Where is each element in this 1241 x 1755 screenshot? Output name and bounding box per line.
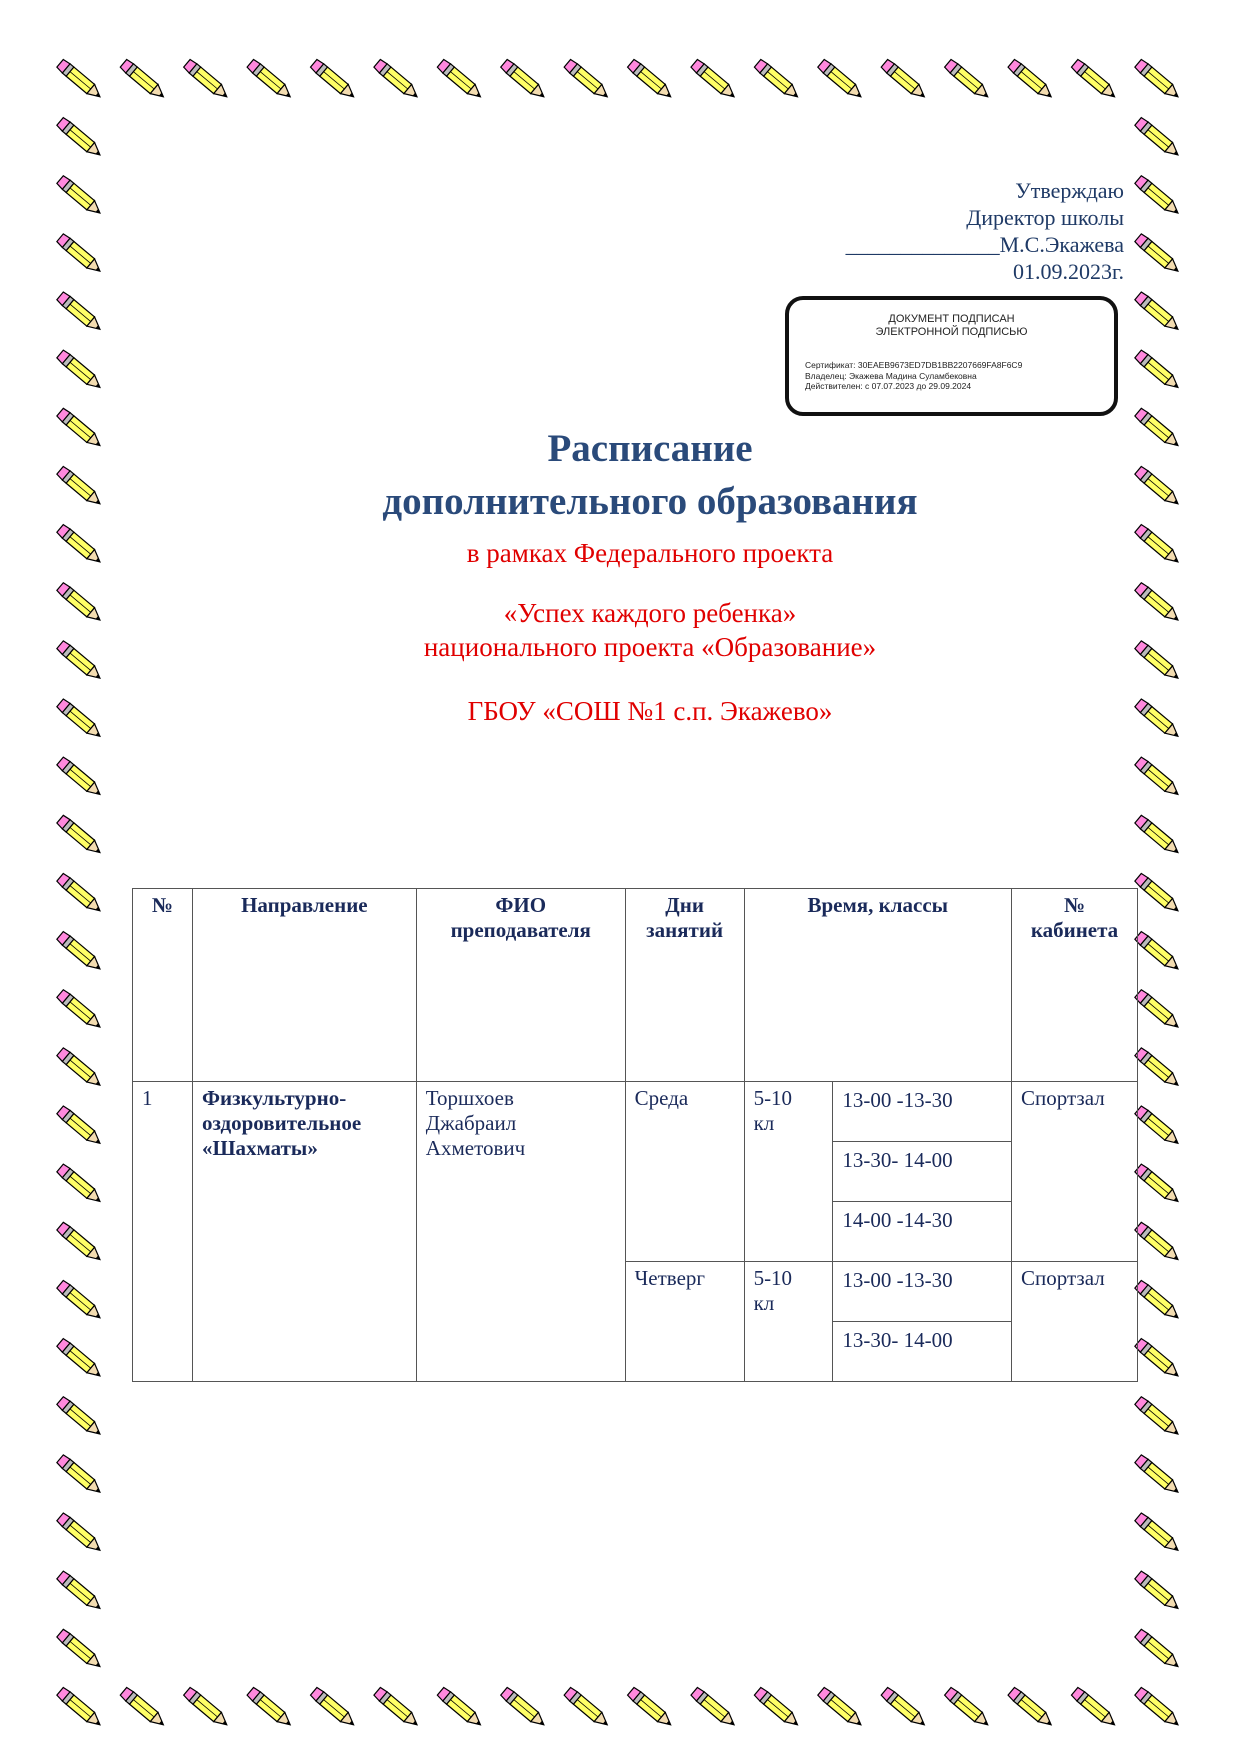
- pencil-icon: [56, 815, 104, 858]
- pencil-icon: [1134, 1687, 1182, 1730]
- pencil-icon: [1134, 59, 1182, 102]
- pencil-icon: [1134, 175, 1182, 218]
- pencil-icon: [944, 1687, 992, 1730]
- cell-direction: Физкультурно- оздоровительное «Шахматы»: [192, 1082, 416, 1382]
- pencil-icon: [56, 1105, 104, 1148]
- pencil-icon: [56, 989, 104, 1032]
- pencil-icon: [1134, 349, 1182, 392]
- pencil-icon: [437, 1687, 485, 1730]
- pencil-icon: [56, 931, 104, 974]
- pencil-icon: [1007, 1687, 1055, 1730]
- cell-time-slot: 13-30- 14-00: [833, 1142, 1012, 1202]
- pencil-icon: [1134, 1570, 1182, 1613]
- pencil-icon: [56, 349, 104, 392]
- pencil-icon: [1134, 1338, 1182, 1381]
- pencil-icon: [56, 640, 104, 683]
- approval-block: [704, 177, 1124, 285]
- pencil-icon: [690, 59, 738, 102]
- pencil-icon: [627, 1687, 675, 1730]
- pencil-icon: [564, 59, 612, 102]
- pencil-icon: [56, 59, 104, 102]
- pencil-icon: [1134, 1396, 1182, 1439]
- pencil-icon: [56, 408, 104, 451]
- pencil-icon: [310, 1687, 358, 1730]
- pencil-icon: [56, 1222, 104, 1265]
- pencil-icon: [56, 466, 104, 509]
- pencil-icon: [246, 59, 294, 102]
- pencil-icon: [56, 698, 104, 741]
- stamp-validity: Действителен: с 07.07.2023 до 29.09.2024: [805, 381, 972, 391]
- pencil-icon: [56, 1512, 104, 1555]
- pencil-icon: [754, 1687, 802, 1730]
- pencil-icon: [1134, 1163, 1182, 1206]
- header-num: №: [133, 889, 193, 1082]
- pencil-icon: [56, 291, 104, 334]
- cell-time-slot: 13-00 -13-30: [833, 1082, 1012, 1142]
- page-title: Расписание: [547, 427, 753, 470]
- cell-room-wednesday: Спортзал: [1012, 1082, 1138, 1262]
- stamp-certificate: Сертификат: 30EAEB9673ED7DB1BB2207669FA8F6C9: [805, 360, 1023, 370]
- header-days: Дни занятий: [625, 889, 744, 1082]
- pencil-icon: [1134, 756, 1182, 799]
- project-name: «Успех каждого ребенка»: [503, 598, 797, 628]
- table-row: [133, 1082, 1138, 1142]
- pencil-icon: [1134, 931, 1182, 974]
- pencil-icon: [1134, 1512, 1182, 1555]
- pencil-icon: [1007, 59, 1055, 102]
- stamp-owner: Владелец: Экажева Мадина Суламбековна: [805, 370, 977, 381]
- pencil-icon: [1134, 1280, 1182, 1323]
- header-teacher: ФИО преподавателя: [416, 889, 625, 1082]
- header-room: № кабинета: [1012, 889, 1138, 1082]
- cell-time-slot: 13-00 -13-30: [833, 1262, 1012, 1322]
- cell-classes-wednesday: 5-10 кл: [744, 1082, 833, 1262]
- pencil-icon: [56, 1280, 104, 1323]
- pencil-icon: [56, 1570, 104, 1613]
- pencil-icon: [754, 59, 802, 102]
- pencil-icon: [183, 59, 231, 102]
- cell-room-thursday: Спортзал: [1012, 1262, 1138, 1382]
- pencil-icon: [246, 1687, 294, 1730]
- pencil-icon: [183, 1687, 231, 1730]
- pencil-icon: [500, 1687, 548, 1730]
- approval-position: Директор школы: [966, 205, 1124, 230]
- pencil-icon: [56, 1629, 104, 1672]
- pencil-icon: [56, 1396, 104, 1439]
- pencil-icon: [817, 1687, 865, 1730]
- pencil-icon: [437, 59, 485, 102]
- cell-teacher: Торшхоев Джабраил Ахметович: [416, 1082, 625, 1382]
- pencil-icon: [500, 59, 548, 102]
- pencil-icon: [1134, 233, 1182, 276]
- pencil-icon: [1134, 815, 1182, 858]
- cell-num: 1: [133, 1082, 193, 1382]
- approval-title: Утверждаю: [1015, 178, 1124, 203]
- cell-time-slot: 14-00 -14-30: [833, 1202, 1012, 1262]
- cell-classes-thursday: 5-10 кл: [744, 1262, 833, 1382]
- pencil-icon: [56, 756, 104, 799]
- approval-date: 01.09.2023г.: [1012, 259, 1124, 284]
- pencil-icon: [373, 1687, 421, 1730]
- pencil-icon: [56, 1163, 104, 1206]
- pencil-icon: [1134, 1454, 1182, 1497]
- pencil-icon: [1134, 1047, 1182, 1090]
- pencil-icon: [56, 1454, 104, 1497]
- pencil-icon: [120, 59, 168, 102]
- pencil-icon: [56, 1047, 104, 1090]
- pencil-icon: [56, 1338, 104, 1381]
- pencil-icon: [56, 582, 104, 625]
- national-project: национального проекта «Образование»: [423, 632, 877, 662]
- pencil-icon: [627, 59, 675, 102]
- pencil-icon: [1134, 989, 1182, 1032]
- header-direction: Направление: [192, 889, 416, 1082]
- pencil-icon: [1134, 1629, 1182, 1672]
- pencil-icon: [1134, 1105, 1182, 1148]
- pencil-icon: [1071, 59, 1119, 102]
- pencil-icon: [1134, 873, 1182, 916]
- cell-day-thursday: Четверг: [625, 1262, 744, 1382]
- page-subtitle: дополнительного образования: [382, 480, 918, 523]
- table-header-row: [133, 889, 1138, 1082]
- pencil-icon: [690, 1687, 738, 1730]
- pencil-icon: [1071, 1687, 1119, 1730]
- cell-time-slot: 13-30- 14-00: [833, 1322, 1012, 1382]
- pencil-icon: [56, 233, 104, 276]
- pencil-icon: [310, 59, 358, 102]
- schedule-table: [132, 888, 1138, 1382]
- stamp-heading-2: ЭЛЕКТРОННОЙ ПОДПИСЬЮ: [875, 326, 1028, 338]
- pencil-icon: [881, 1687, 929, 1730]
- pencil-icon: [944, 59, 992, 102]
- pencil-icon: [1134, 1222, 1182, 1265]
- electronic-signature-stamp: [785, 296, 1118, 416]
- stamp-heading-1: ДОКУМЕНТ ПОДПИСАН: [888, 313, 1015, 325]
- pencil-icon: [1134, 291, 1182, 334]
- pencil-icon: [56, 175, 104, 218]
- pencil-icon: [817, 59, 865, 102]
- project-line: в рамках Федерального проекта: [466, 538, 834, 568]
- pencil-icon: [56, 873, 104, 916]
- cell-day-wednesday: Среда: [625, 1082, 744, 1262]
- school-name: ГБОУ «СОШ №1 с.п. Экажево»: [467, 696, 833, 726]
- pencil-icon: [564, 1687, 612, 1730]
- pencil-icon: [56, 524, 104, 567]
- header-time: Время, классы: [744, 889, 1011, 1082]
- pencil-icon: [120, 1687, 168, 1730]
- approval-signature-line: ______________М.С.Экажева: [845, 232, 1124, 257]
- pencil-icon: [373, 59, 421, 102]
- pencil-icon: [56, 117, 104, 160]
- pencil-icon: [881, 59, 929, 102]
- pencil-icon: [1134, 117, 1182, 160]
- pencil-icon: [56, 1687, 104, 1730]
